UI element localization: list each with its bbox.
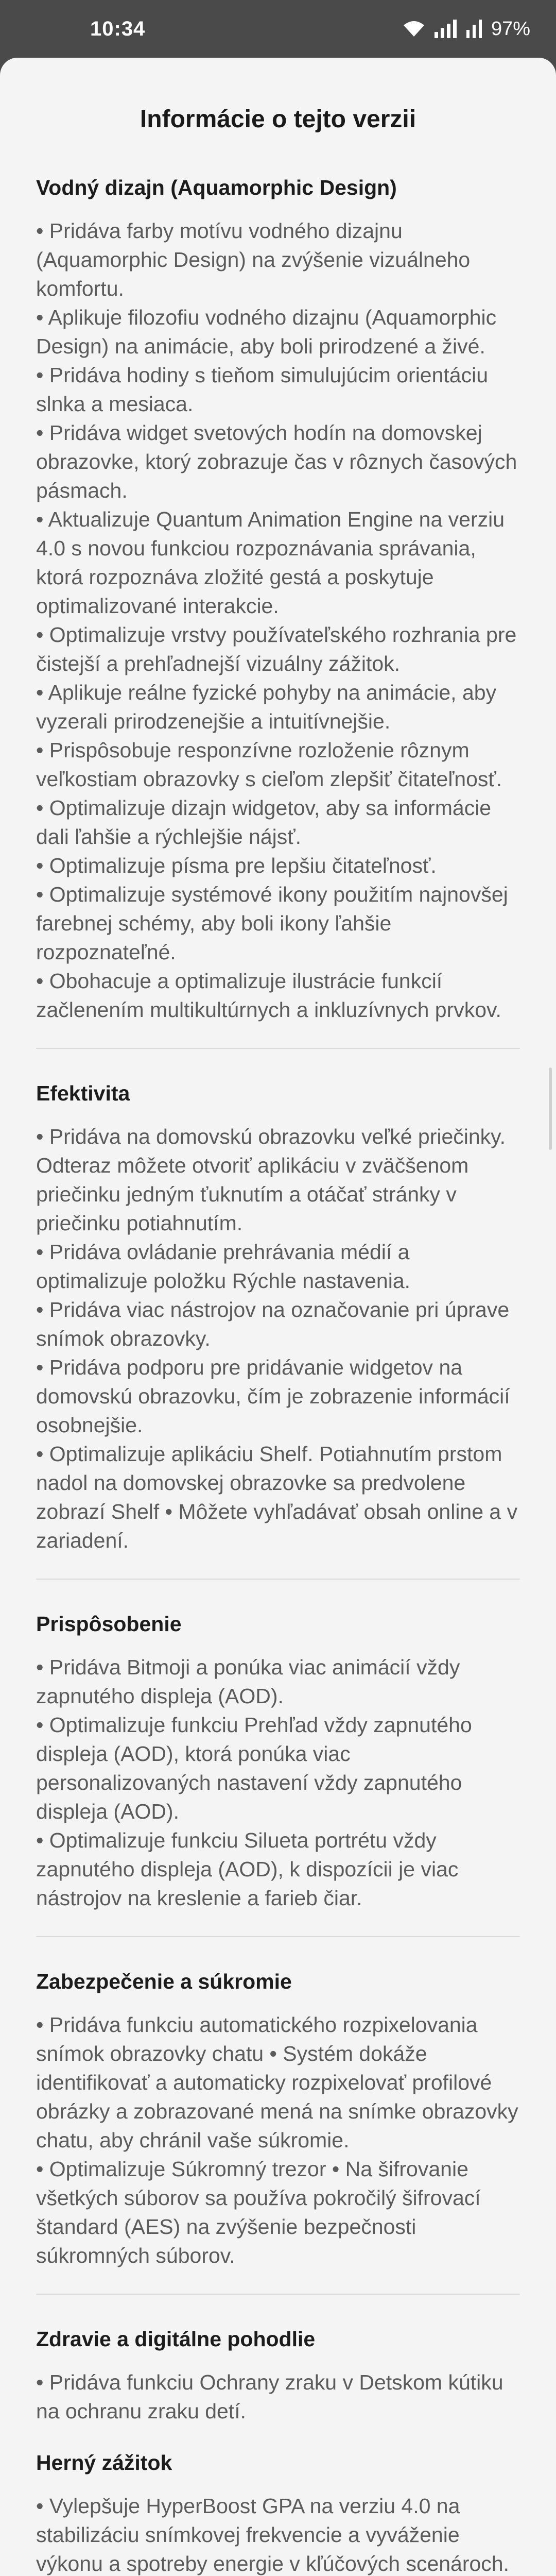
list-item: • Optimalizuje dizajn widgetov, aby sa informácie dali ľahšie a rýchlejšie nájsť. [36,796,492,849]
section-title: Prispôsobenie [36,1612,182,1636]
release-notes-sheet [0,58,556,2576]
section-customization [36,1611,520,1912]
list-item: • Optimalizuje aplikáciu Shelf. Potiahnutím prstom nadol na domovskej obrazovke sa predvolene zobrazí Shelf • Môžete vyhľadávať obsah online a v zariadení. [36,1442,518,1552]
list-item: • Aplikuje filozofiu vodného dizajnu (Aquamorphic Design) na animácie, aby boli prirodzené a živé. [36,306,497,358]
list-item: • Pridáva hodiny s tieňom simulujúcim orientáciu slnka a mesiaca. [36,363,489,416]
section-title: Zdravie a digitálne pohodlie [36,2327,316,2351]
wifi-icon [403,20,425,38]
status-time: 10:34 [90,17,146,40]
section-title: Herný zážitok [36,2451,172,2475]
section-title: Vodný dizajn (Aquamorphic Design) [36,176,397,199]
list-item: • Optimalizuje písma pre lepšiu čitateľnosť. [36,854,437,877]
section-divider [36,2294,520,2295]
section-divider [36,1936,520,1937]
section-title: Efektivita [36,1081,130,1105]
list-item: • Pridáva funkciu automatického rozpixelovania snímok obrazovky chatu • Systém dokáže identifikovať a automaticky rozpixelovať profilové obrázky a zobrazované mená na snímke obrazovky chatu, aby chránil vaše súkromie. [36,2013,518,2152]
signal-icon [435,20,457,38]
list-item: • Optimalizuje Súkromný trezor • Na šifrovanie všetkých súborov sa používa pokročilý šifrovací štandard (AES) na zvýšenie bezpečnosti súkromných súborov. [36,2157,481,2267]
scrollbar[interactable] [549,1067,552,1150]
section-aquamorphic-design [36,174,520,1024]
signal-icon-2 [466,20,482,38]
section-health-wellbeing [36,2326,520,2426]
list-item: • Pridáva ovládanie prehrávania médií a optimalizuje položku Rýchle nastavenia. [36,1240,411,1293]
list-item: • Optimalizuje funkciu Prehľad vždy zapnutého displeja (AOD), ktorá ponúka viac personalizovaných nastavení vždy zapnutého displeja (AOD). [36,1713,472,1823]
status-icons [403,18,530,40]
list-item: • Aktualizuje Quantum Animation Engine na verziu 4.0 s novou funkciou rozpoznávania správania, ktorá rozpoznáva zložité gestá a poskytuje optimalizované interakcie. [36,507,505,618]
list-item: • Pridáva farby motívu vodného dizajnu (Aquamorphic Design) na zvýšenie vizuálneho komfortu. [36,219,471,300]
list-item: • Vylepšuje HyperBoost GPA na verziu 4.0 na stabilizáciu snímkovej frekvencie a vyváženie výkonu a spotreby energie v kľúčových scenároch. [36,2494,509,2575]
list-item: • Aplikuje reálne fyzické pohyby na animácie, aby vyzerali prirodzenejšie a intuitívnejšie. [36,681,497,733]
status-bar [0,0,556,58]
section-gaming [36,2449,520,2576]
section-divider [36,1048,520,1049]
list-item: • Obohacuje a optimalizuje ilustrácie funkcií začlenením multikultúrnych a inkluzívnych prvkov. [36,969,501,1022]
list-item: • Optimalizuje vrstvy používateľského rozhrania pre čistejší a prehľadnejší vizuálny zážitok. [36,623,517,675]
list-item: • Pridáva Bitmoji a ponúka viac animácií vždy zapnutého displeja (AOD). [36,1655,460,1708]
section-security-privacy [36,1968,520,2270]
list-item: • Pridáva viac nástrojov na označovanie pri úprave snímok obrazovky. [36,1298,510,1350]
release-notes-content[interactable] [36,174,520,2576]
list-item: • Pridáva funkciu Ochrany zraku v Detskom kútiku na ochranu zraku detí. [36,2370,503,2423]
battery-text: 97% [491,18,530,40]
section-efficiency [36,1080,520,1555]
section-divider [36,1579,520,1580]
list-item: • Prispôsobuje responzívne rozloženie rôznym veľkostiam obrazovky s cieľom zlepšiť čitateľnosť. [36,738,502,791]
list-item: • Optimalizuje systémové ikony použitím najnovšej farebnej schémy, aby boli ikony ľahšie rozpoznateľné. [36,883,508,964]
list-item: • Pridáva podporu pre pridávanie widgetov na domovskú obrazovku, čím je zobrazenie informácií osobnejšie. [36,1355,510,1437]
sheet-title: Informácie o tejto verzii [140,106,416,133]
section-title: Zabezpečenie a súkromie [36,1970,292,1993]
list-item: • Optimalizuje funkciu Silueta portrétu vždy zapnutého displeja (AOD), k dispozícii je viac nástrojov na kreslenie a farieb čiar. [36,1828,459,1910]
list-item: • Pridáva na domovskú obrazovku veľké priečinky. Odteraz môžete otvoriť aplikáciu v zväčšenom priečinku jedným ťuknutím a otáčať stránky v priečinku potiahnutím. [36,1125,506,1235]
list-item: • Pridáva widget svetových hodín na domovskej obrazovke, ktorý zobrazuje čas v rôznych časových pásmach. [36,421,517,502]
